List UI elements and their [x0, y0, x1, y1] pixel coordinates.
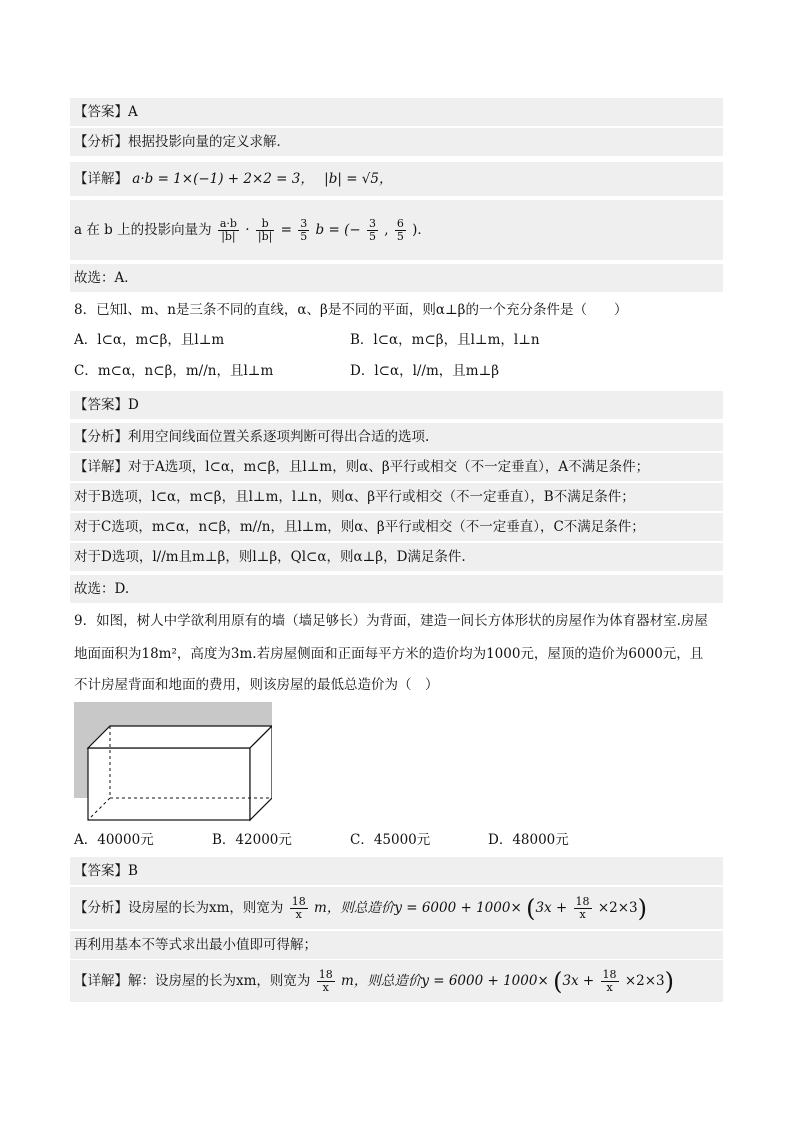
q9-analysis: 【分析】设房屋的长为xm，则宽为 $\frac{18}{x}$ m，则总造价y = 6000 + 1000× (3x + $\frac{18}{x}$ ×2×3)	[70, 887, 723, 929]
q9-expr-b1: ×2×3	[597, 900, 638, 916]
q8-option-d: D．l⊂α，l//m，且m⊥β	[350, 363, 500, 379]
q7-frac-neg35: $\frac{3}{5}$	[368, 217, 376, 243]
q7-detail-label: 【详解】	[74, 171, 128, 187]
box-front-face	[88, 748, 250, 820]
q9-frac-18x-c: $\frac{18}{x}$	[318, 968, 333, 994]
q9-stem-3: 不计房屋背面和地面的费用，则该房屋的最低总造价为（ ）	[74, 677, 439, 693]
q9-option-c: C．45000元	[350, 832, 431, 848]
q8-detail-2: 对于B选项，l⊂α，m⊂β，且l⊥m，l⊥n，则α、β平行或相交（不一定垂直），B不满足条件；	[70, 483, 723, 511]
q8-option-a: A．l⊂α，m⊂β，且l⊥m	[74, 332, 225, 348]
q7-frac-b: $\frac{b}{|b|}$	[257, 217, 273, 243]
q7-dot-product: a·b = 1×(−1) + 2×2 = 3，	[132, 171, 314, 187]
q7-frac-ab: $\frac{a\cdot b}{|b|}$	[219, 217, 237, 243]
q9-detail-mid: m，则总造价y = 6000 + 1000×	[341, 973, 549, 989]
box-top-face	[88, 726, 272, 748]
q8-analysis: 【分析】利用空间线面位置关系逐项判断可得出合适的选项.	[70, 423, 723, 451]
q7-detail	[70, 162, 723, 196]
q9-stem-2: 地面面积为18m²，高度为3m.若房屋侧面和正面每平方米的造价均为1000元，屋顶的造价为6000元，且	[74, 646, 704, 662]
q9-analysis-line2: 再利用基本不等式求出最小值即可得解；	[70, 931, 723, 959]
q9-frac-18x-a: $\frac{18}{x}$	[291, 895, 306, 921]
q9-analysis-mid: m，则总造价y = 6000 + 1000×	[314, 900, 522, 916]
q7-projection: a 在 b 上的投影向量为 $\frac{a\cdot b}{|b|}$ · $\frac{b}{|b|}$ = $\frac{3}{5}$ b = (− $\frac{3}{5}$ , $\frac{6}{5}$ )．	[70, 200, 723, 260]
q7-answer: 【答案】A	[70, 98, 723, 126]
q7-conclusion: 故选：A．	[70, 264, 723, 292]
q7-proj-prefix: a 在 b 上的投影向量为	[74, 222, 212, 238]
q8-option-c: C．m⊂α，n⊂β，m//n，且l⊥m	[74, 363, 274, 379]
q9-answer: 【答案】B	[70, 857, 723, 885]
q7-frac-65: $\frac{6}{5}$	[396, 217, 404, 243]
q8-answer: 【答案】D	[70, 391, 723, 419]
q8-detail-4: 对于D选项，l//m且m⊥β，则l⊥β，Ql⊂α，则α⊥β，D满足条件.	[70, 543, 723, 571]
box-figure	[74, 702, 272, 828]
q8-conclusion: 故选：D.	[70, 575, 723, 603]
q9-expr-a2: 3x +	[562, 973, 595, 989]
q9-detail-prefix: 【详解】解：设房屋的长为xm，则宽为	[74, 973, 311, 989]
q9-frac-18x-d: $\frac{18}{x}$	[602, 968, 617, 994]
q9-expr-a1: 3x +	[535, 900, 568, 916]
q9-option-d: D．48000元	[488, 832, 569, 848]
q7-frac-35: $\frac{3}{5}$	[300, 217, 308, 243]
q9-analysis-prefix: 【分析】设房屋的长为xm，则宽为	[74, 900, 284, 916]
q7-norm: |b| = √5，	[324, 171, 393, 187]
q8-stem: 8．已知l、m、n是三条不同的直线，α、β是不同的平面，则α⊥β的一个充分条件是（ ）	[74, 302, 628, 318]
q7-proj-result: b = (−	[315, 222, 361, 238]
q9-stem-1: 9．如图，树人中学欲利用原有的墙（墙足够长）为背面，建造一间长方体形状的房屋作为体育器材室.房屋	[74, 613, 708, 629]
q9-option-b: B．42000元	[212, 832, 292, 848]
q7-analysis: 【分析】根据投影向量的定义求解．	[70, 128, 723, 156]
q9-detail: 【详解】解：设房屋的长为xm，则宽为 $\frac{18}{x}$ m，则总造价y = 6000 + 1000× (3x + $\frac{18}{x}$ ×2×3)	[70, 960, 723, 1002]
q7-proj-end: )．	[412, 222, 431, 238]
q9-frac-18x-b: $\frac{18}{x}$	[575, 895, 590, 921]
q8-detail-3: 对于C选项，m⊂α，n⊂β，m//n，且l⊥m，则α、β平行或相交（不一定垂直），C不满足条件；	[70, 513, 723, 541]
q9-option-a: A．40000元	[74, 832, 154, 848]
q8-detail-1: 【详解】对于A选项，l⊂α，m⊂β，且l⊥m，则α、β平行或相交（不一定垂直），A不满足条件；	[70, 453, 723, 481]
q8-option-b: B．l⊂α，m⊂β，且l⊥m，l⊥n	[350, 332, 540, 348]
q9-expr-b2: ×2×3	[624, 973, 665, 989]
